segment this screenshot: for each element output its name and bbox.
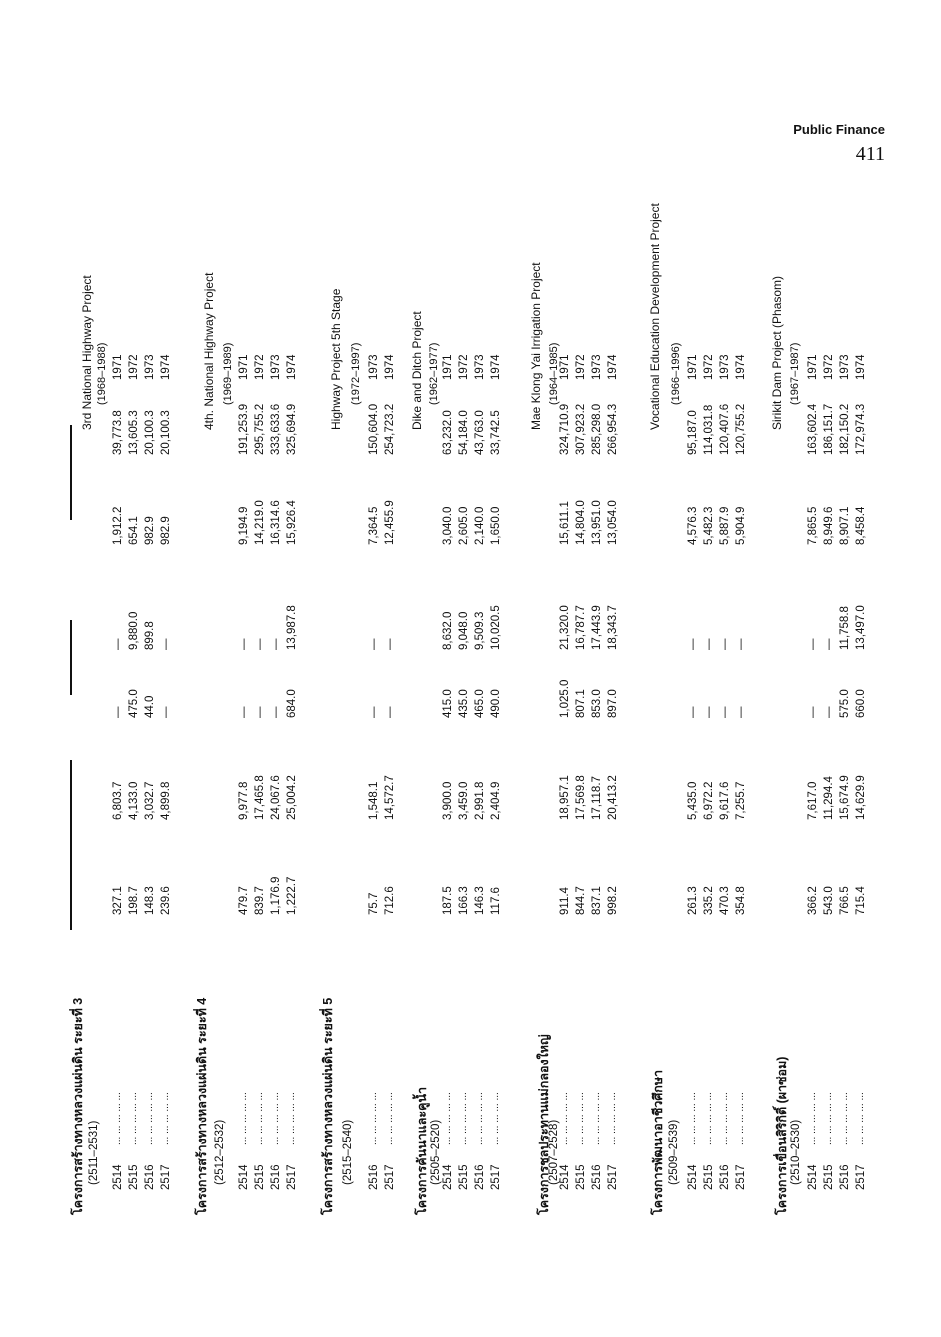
- value-cell-c2: 4,899.8: [160, 781, 172, 820]
- value-cell-c3: 807.1: [575, 689, 587, 718]
- value-cell-c3: 575.0: [839, 689, 851, 718]
- value-cell-c6: 163,602.4: [807, 403, 819, 455]
- english-group-period: (1972–1997): [350, 342, 362, 405]
- english-year-cell: 1973: [591, 354, 603, 380]
- english-year-cell: 1972: [458, 354, 470, 380]
- leader-dots: ... ... ... ... ...: [807, 1092, 818, 1145]
- value-cell-c5: 16,314.6: [270, 500, 282, 545]
- value-cell-c2: 3,459.0: [458, 781, 470, 820]
- value-cell-c4: —: [270, 638, 282, 650]
- thai-group-label: โครงการสร้างทางหลวงแผ่นดิน ระยะที่ 3: [71, 997, 85, 1215]
- value-cell-c2: 7,255.7: [735, 781, 747, 820]
- thai-year-cell: 2514: [687, 1164, 699, 1190]
- english-group-period: (1969–1989): [222, 342, 234, 405]
- value-cell-c5: 5,904.9: [735, 506, 747, 545]
- value-cell-c2: 17,569.8: [575, 775, 587, 820]
- leader-dots: ... ... ... ... ...: [128, 1092, 139, 1145]
- value-cell-c6: 120,755.2: [735, 403, 747, 455]
- thai-year-cell: 2516: [270, 1164, 282, 1190]
- english-year-cell: 1974: [490, 354, 502, 380]
- value-cell-c3: —: [384, 706, 396, 718]
- english-group-period: (1967–1987): [789, 342, 801, 405]
- value-cell-c4: 21,320.0: [559, 605, 571, 650]
- value-cell-c1: 166.3: [458, 886, 470, 915]
- leader-dots: ... ... ... ... ...: [238, 1092, 249, 1145]
- value-cell-c5: 13,951.0: [591, 500, 603, 545]
- value-cell-c6: 63,232.0: [442, 410, 454, 455]
- value-cell-c3: —: [238, 706, 250, 718]
- thai-group-period: (2510–2530): [790, 1119, 802, 1185]
- value-cell-c2: 7,617.0: [807, 781, 819, 820]
- english-group-label: Highway Project 5th Stage: [329, 288, 343, 430]
- english-group-label: Sirikit Dam Project (Phasom): [770, 275, 784, 430]
- value-cell-c5: 5,482.3: [703, 506, 715, 545]
- value-cell-c1: 911.4: [559, 887, 571, 915]
- table-rule: [70, 760, 72, 930]
- value-cell-c1: 543.0: [823, 886, 835, 915]
- english-year-cell: 1974: [286, 354, 298, 380]
- thai-year-cell: 2517: [286, 1164, 298, 1190]
- leader-dots: ... ... ... ... ...: [254, 1092, 265, 1145]
- thai-year-cell: 2514: [238, 1164, 250, 1190]
- thai-year-cell: 2515: [823, 1164, 835, 1190]
- value-cell-c2: 4,133.0: [128, 781, 140, 820]
- english-year-cell: 1971: [687, 354, 699, 380]
- value-cell-c4: 10,020.5: [490, 605, 502, 650]
- value-cell-c6: 191,253.9: [238, 403, 250, 455]
- value-cell-c5: 15,611.1: [559, 501, 571, 545]
- english-year-cell: 1973: [270, 354, 282, 380]
- value-cell-c6: 295,755.2: [254, 403, 266, 455]
- value-cell-c6: 43,763.0: [474, 410, 486, 455]
- value-cell-c5: 7,364.5: [368, 506, 380, 545]
- value-cell-c5: 2,605.0: [458, 506, 470, 545]
- value-cell-c1: 366.2: [807, 886, 819, 915]
- value-cell-c6: 254,723.2: [384, 403, 396, 455]
- value-cell-c4: —: [384, 638, 396, 650]
- thai-year-cell: 2516: [474, 1164, 486, 1190]
- value-cell-c6: 33,742.5: [490, 410, 502, 455]
- value-cell-c3: 897.0: [607, 689, 619, 718]
- value-cell-c1: 187.5: [442, 886, 454, 915]
- thai-group-label: โครงการคันนาและคูน้ำ: [415, 1086, 429, 1215]
- leader-dots: ... ... ... ... ...: [719, 1092, 730, 1145]
- value-cell-c1: 715.4: [855, 886, 867, 915]
- english-year-cell: 1971: [112, 354, 124, 380]
- value-cell-c4: —: [719, 638, 731, 650]
- english-year-cell: 1971: [559, 354, 571, 380]
- english-group-label: Mae Klong Yai Irrigation Project: [529, 262, 543, 430]
- leader-dots: ... ... ... ... ...: [442, 1092, 453, 1145]
- value-cell-c3: 853.0: [591, 689, 603, 718]
- value-cell-c3: —: [687, 706, 699, 718]
- leader-dots: ... ... ... ... ...: [823, 1092, 834, 1145]
- value-cell-c6: 114,031.8: [703, 404, 715, 455]
- value-cell-c3: —: [254, 706, 266, 718]
- value-cell-c5: 5,887.9: [719, 506, 731, 545]
- value-cell-c4: —: [807, 638, 819, 650]
- value-cell-c4: 9,880.0: [128, 611, 140, 650]
- value-cell-c2: 1,548.1: [368, 781, 380, 820]
- english-year-cell: 1973: [839, 354, 851, 380]
- value-cell-c2: 14,629.9: [855, 775, 867, 820]
- value-cell-c2: 24,067.6: [270, 775, 282, 820]
- value-cell-c4: —: [368, 638, 380, 650]
- leader-dots: ... ... ... ... ...: [490, 1092, 501, 1145]
- value-cell-c5: 1,650.0: [490, 506, 502, 545]
- value-cell-c2: 18,957.1: [559, 775, 571, 820]
- value-cell-c1: 335.2: [703, 886, 715, 915]
- value-cell-c3: 1,025.0: [559, 679, 571, 718]
- thai-year-cell: 2516: [591, 1164, 603, 1190]
- page-number: 411: [855, 143, 885, 165]
- value-cell-c1: 148.3: [144, 886, 156, 915]
- section-title: Public Finance: [793, 122, 885, 137]
- value-cell-c4: —: [687, 638, 699, 650]
- value-cell-c3: —: [703, 706, 715, 718]
- value-cell-c5: 14,219.0: [254, 500, 266, 545]
- thai-year-cell: 2515: [254, 1164, 266, 1190]
- value-cell-c4: —: [823, 638, 835, 650]
- value-cell-c4: —: [238, 638, 250, 650]
- value-cell-c6: 325,694.9: [286, 403, 298, 455]
- thai-year-cell: 2516: [839, 1164, 851, 1190]
- english-year-cell: 1972: [254, 354, 266, 380]
- value-cell-c3: —: [719, 706, 731, 718]
- leader-dots: ... ... ... ... ...: [559, 1092, 570, 1145]
- table-rule: [70, 425, 72, 520]
- value-cell-c1: 766.5: [839, 886, 851, 915]
- value-cell-c4: 11,758.8: [839, 606, 851, 650]
- english-year-cell: 1974: [855, 354, 867, 380]
- value-cell-c1: 327.1: [112, 886, 124, 915]
- leader-dots: ... ... ... ... ...: [368, 1092, 379, 1145]
- leader-dots: ... ... ... ... ...: [286, 1092, 297, 1145]
- value-cell-c2: 17,465.8: [254, 775, 266, 820]
- leader-dots: ... ... ... ... ...: [855, 1092, 866, 1145]
- table-rule: [70, 620, 72, 695]
- leader-dots: ... ... ... ... ...: [735, 1092, 746, 1145]
- english-group-label: 4th. National Highway Project: [202, 272, 216, 430]
- english-year-cell: 1972: [575, 354, 587, 380]
- value-cell-c5: 1,912.2: [112, 506, 124, 545]
- value-cell-c3: 490.0: [490, 689, 502, 718]
- value-cell-c2: 5,435.0: [687, 781, 699, 820]
- thai-year-cell: 2514: [807, 1164, 819, 1190]
- english-year-cell: 1973: [474, 354, 486, 380]
- thai-year-cell: 2517: [384, 1164, 396, 1190]
- english-year-cell: 1973: [719, 354, 731, 380]
- thai-group-label: โครงการสร้างทางหลวงแผ่นดิน ระยะที่ 5: [321, 997, 335, 1215]
- value-cell-c3: 415.0: [442, 689, 454, 718]
- value-cell-c6: 20,100.3: [144, 410, 156, 455]
- value-cell-c6: 54,184.0: [458, 410, 470, 455]
- value-cell-c3: —: [735, 706, 747, 718]
- leader-dots: ... ... ... ... ...: [687, 1092, 698, 1145]
- english-year-cell: 1971: [238, 354, 250, 380]
- value-cell-c1: 1,176.9: [270, 876, 282, 915]
- value-cell-c3: —: [270, 706, 282, 718]
- value-cell-c4: 13,987.8: [286, 605, 298, 650]
- thai-year-cell: 2517: [490, 1164, 502, 1190]
- value-cell-c4: 17,443.9: [591, 605, 603, 650]
- english-year-cell: 1972: [128, 354, 140, 380]
- value-cell-c6: 120,407.6: [719, 403, 731, 455]
- leader-dots: ... ... ... ... ...: [384, 1092, 395, 1145]
- value-cell-c4: —: [254, 638, 266, 650]
- value-cell-c5: 654.1: [128, 516, 140, 545]
- value-cell-c5: 9,194.9: [238, 506, 250, 545]
- value-cell-c5: 8,949.6: [823, 506, 835, 545]
- value-cell-c3: —: [807, 706, 819, 718]
- value-cell-c1: 146.3: [474, 886, 486, 915]
- thai-year-cell: 2517: [607, 1164, 619, 1190]
- leader-dots: ... ... ... ... ...: [575, 1092, 586, 1145]
- value-cell-c5: 15,926.4: [286, 500, 298, 545]
- leader-dots: ... ... ... ... ...: [607, 1092, 618, 1145]
- english-year-cell: 1974: [384, 354, 396, 380]
- value-cell-c2: 11,294.4: [823, 776, 835, 820]
- value-cell-c1: 839.7: [254, 886, 266, 915]
- thai-group-period: (2512–2532): [214, 1119, 226, 1185]
- value-cell-c2: 3,900.0: [442, 781, 454, 820]
- english-group-period: (1968–1988): [96, 342, 108, 405]
- value-cell-c2: 15,674.9: [839, 775, 851, 820]
- english-year-cell: 1974: [160, 354, 172, 380]
- value-cell-c6: 186,151.7: [823, 403, 835, 455]
- value-cell-c4: 9,048.0: [458, 611, 470, 650]
- thai-year-cell: 2516: [144, 1164, 156, 1190]
- leader-dots: ... ... ... ... ...: [703, 1092, 714, 1145]
- thai-year-cell: 2515: [703, 1164, 715, 1190]
- value-cell-c5: 13,054.0: [607, 500, 619, 545]
- thai-group-period: (2515–2540): [342, 1119, 354, 1185]
- value-cell-c1: 354.8: [735, 886, 747, 915]
- value-cell-c4: —: [160, 638, 172, 650]
- english-year-cell: 1974: [735, 354, 747, 380]
- english-group-period: (1962–1977): [428, 342, 440, 405]
- leader-dots: ... ... ... ... ...: [839, 1092, 850, 1145]
- value-cell-c1: 75.7: [368, 892, 380, 915]
- english-year-cell: 1974: [607, 354, 619, 380]
- value-cell-c3: 475.0: [128, 689, 140, 718]
- thai-group-label: โครงการพัฒนาอาชีวศึกษา: [651, 1069, 665, 1215]
- thai-year-cell: 2514: [112, 1164, 124, 1190]
- value-cell-c3: 44.0: [144, 695, 156, 718]
- value-cell-c6: 307,923.2: [575, 403, 587, 455]
- value-cell-c4: —: [112, 638, 124, 650]
- english-group-label: Dike and Ditch Project: [410, 311, 424, 430]
- value-cell-c2: 2,991.8: [474, 781, 486, 820]
- thai-year-cell: 2515: [128, 1164, 140, 1190]
- thai-year-cell: 2514: [442, 1164, 454, 1190]
- english-group-label: Vocational Education Development Project: [648, 203, 662, 430]
- english-year-cell: 1971: [442, 354, 454, 380]
- thai-year-cell: 2515: [458, 1164, 470, 1190]
- value-cell-c2: 3,032.7: [144, 781, 156, 820]
- thai-group-label: โครงการสร้างทางหลวงแผ่นดิน ระยะที่ 4: [195, 997, 209, 1215]
- english-year-cell: 1972: [823, 354, 835, 380]
- value-cell-c4: 899.8: [144, 621, 156, 650]
- value-cell-c3: 660.0: [855, 689, 867, 718]
- leader-dots: ... ... ... ... ...: [112, 1092, 123, 1145]
- value-cell-c5: 4,576.3: [687, 506, 699, 545]
- value-cell-c6: 13,605.3: [128, 410, 140, 455]
- value-cell-c5: 8,458.4: [855, 506, 867, 545]
- value-cell-c2: 20,413.2: [607, 775, 619, 820]
- value-cell-c4: —: [735, 638, 747, 650]
- thai-group-period: (2505–2520): [430, 1119, 442, 1185]
- value-cell-c1: 844.7: [575, 886, 587, 915]
- thai-year-cell: 2517: [160, 1164, 172, 1190]
- value-cell-c5: 14,804.0: [575, 500, 587, 545]
- leader-dots: ... ... ... ... ...: [474, 1092, 485, 1145]
- value-cell-c2: 9,977.8: [238, 781, 250, 820]
- thai-group-period: (2507–2528): [548, 1119, 560, 1185]
- thai-year-cell: 2516: [719, 1164, 731, 1190]
- value-cell-c6: 39,773.8: [112, 410, 124, 455]
- value-cell-c6: 150,604.0: [368, 403, 380, 455]
- english-group-period: (1966–1996): [670, 342, 682, 405]
- value-cell-c5: 2,140.0: [474, 506, 486, 545]
- value-cell-c6: 324,710.9: [559, 403, 571, 455]
- value-cell-c2: 9,617.6: [719, 781, 731, 820]
- value-cell-c4: 9,509.3: [474, 611, 486, 650]
- value-cell-c5: 982.9: [144, 516, 156, 545]
- value-cell-c1: 998.2: [607, 886, 619, 915]
- thai-group-label: โครงการเขื่อนสิริกิติ์ (ผาซ่อม): [775, 1056, 789, 1215]
- value-cell-c6: 182,150.2: [839, 403, 851, 455]
- thai-group-period: (2511–2531): [88, 1120, 100, 1185]
- leader-dots: ... ... ... ... ...: [144, 1092, 155, 1145]
- value-cell-c2: 14,572.7: [384, 775, 396, 820]
- value-cell-c5: 7,865.5: [807, 506, 819, 545]
- english-group-label: 3rd National Highway Project: [80, 275, 94, 430]
- value-cell-c1: 470.3: [719, 886, 731, 915]
- value-cell-c5: 8,907.1: [839, 506, 851, 545]
- value-cell-c5: 12,455.9: [384, 500, 396, 545]
- thai-year-cell: 2514: [559, 1164, 571, 1190]
- value-cell-c4: —: [703, 638, 715, 650]
- value-cell-c6: 95,187.0: [687, 410, 699, 455]
- value-cell-c1: 1,222.7: [286, 876, 298, 915]
- thai-group-period: (2509–2539): [668, 1119, 680, 1185]
- value-cell-c2: 25,004.2: [286, 775, 298, 820]
- thai-year-cell: 2516: [368, 1164, 380, 1190]
- thai-group-label: โครงการชลประทานแม่กลองใหญ่: [537, 1034, 551, 1215]
- value-cell-c1: 198.7: [128, 886, 140, 915]
- value-cell-c6: 285,298.0: [591, 403, 603, 455]
- value-cell-c4: 13,497.0: [855, 605, 867, 650]
- value-cell-c5: 3,040.0: [442, 506, 454, 545]
- value-cell-c3: 435.0: [458, 689, 470, 718]
- value-cell-c6: 266,954.3: [607, 403, 619, 455]
- value-cell-c1: 239.6: [160, 886, 172, 915]
- value-cell-c5: 982.9: [160, 516, 172, 545]
- value-cell-c6: 172,974.3: [855, 403, 867, 455]
- english-year-cell: 1973: [368, 354, 380, 380]
- value-cell-c1: 261.3: [687, 886, 699, 915]
- value-cell-c3: —: [160, 706, 172, 718]
- leader-dots: ... ... ... ... ...: [160, 1092, 171, 1145]
- leader-dots: ... ... ... ... ...: [591, 1092, 602, 1145]
- value-cell-c3: —: [112, 706, 124, 718]
- english-group-period: (1964–1985): [548, 342, 560, 405]
- value-cell-c2: 6,972.2: [703, 781, 715, 820]
- value-cell-c4: 18,343.7: [607, 605, 619, 650]
- thai-year-cell: 2515: [575, 1164, 587, 1190]
- value-cell-c1: 117.6: [490, 887, 502, 915]
- thai-year-cell: 2517: [855, 1164, 867, 1190]
- value-cell-c1: 712.6: [384, 886, 396, 915]
- english-year-cell: 1972: [703, 354, 715, 380]
- value-cell-c2: 2,404.9: [490, 781, 502, 820]
- value-cell-c4: 16,787.7: [575, 605, 587, 650]
- leader-dots: ... ... ... ... ...: [458, 1092, 469, 1145]
- value-cell-c6: 333,633.6: [270, 403, 282, 455]
- value-cell-c6: 20,100.3: [160, 410, 172, 455]
- value-cell-c3: 465.0: [474, 689, 486, 718]
- english-year-cell: 1971: [807, 354, 819, 380]
- value-cell-c1: 837.1: [591, 886, 603, 915]
- english-year-cell: 1973: [144, 354, 156, 380]
- value-cell-c4: 8,632.0: [442, 611, 454, 650]
- value-cell-c2: 17,118.7: [591, 776, 603, 820]
- leader-dots: ... ... ... ... ...: [270, 1092, 281, 1145]
- value-cell-c1: 479.7: [238, 886, 250, 915]
- value-cell-c3: —: [368, 706, 380, 718]
- thai-year-cell: 2517: [735, 1164, 747, 1190]
- value-cell-c3: —: [823, 706, 835, 718]
- value-cell-c3: 684.0: [286, 689, 298, 718]
- value-cell-c2: 6,803.7: [112, 781, 124, 820]
